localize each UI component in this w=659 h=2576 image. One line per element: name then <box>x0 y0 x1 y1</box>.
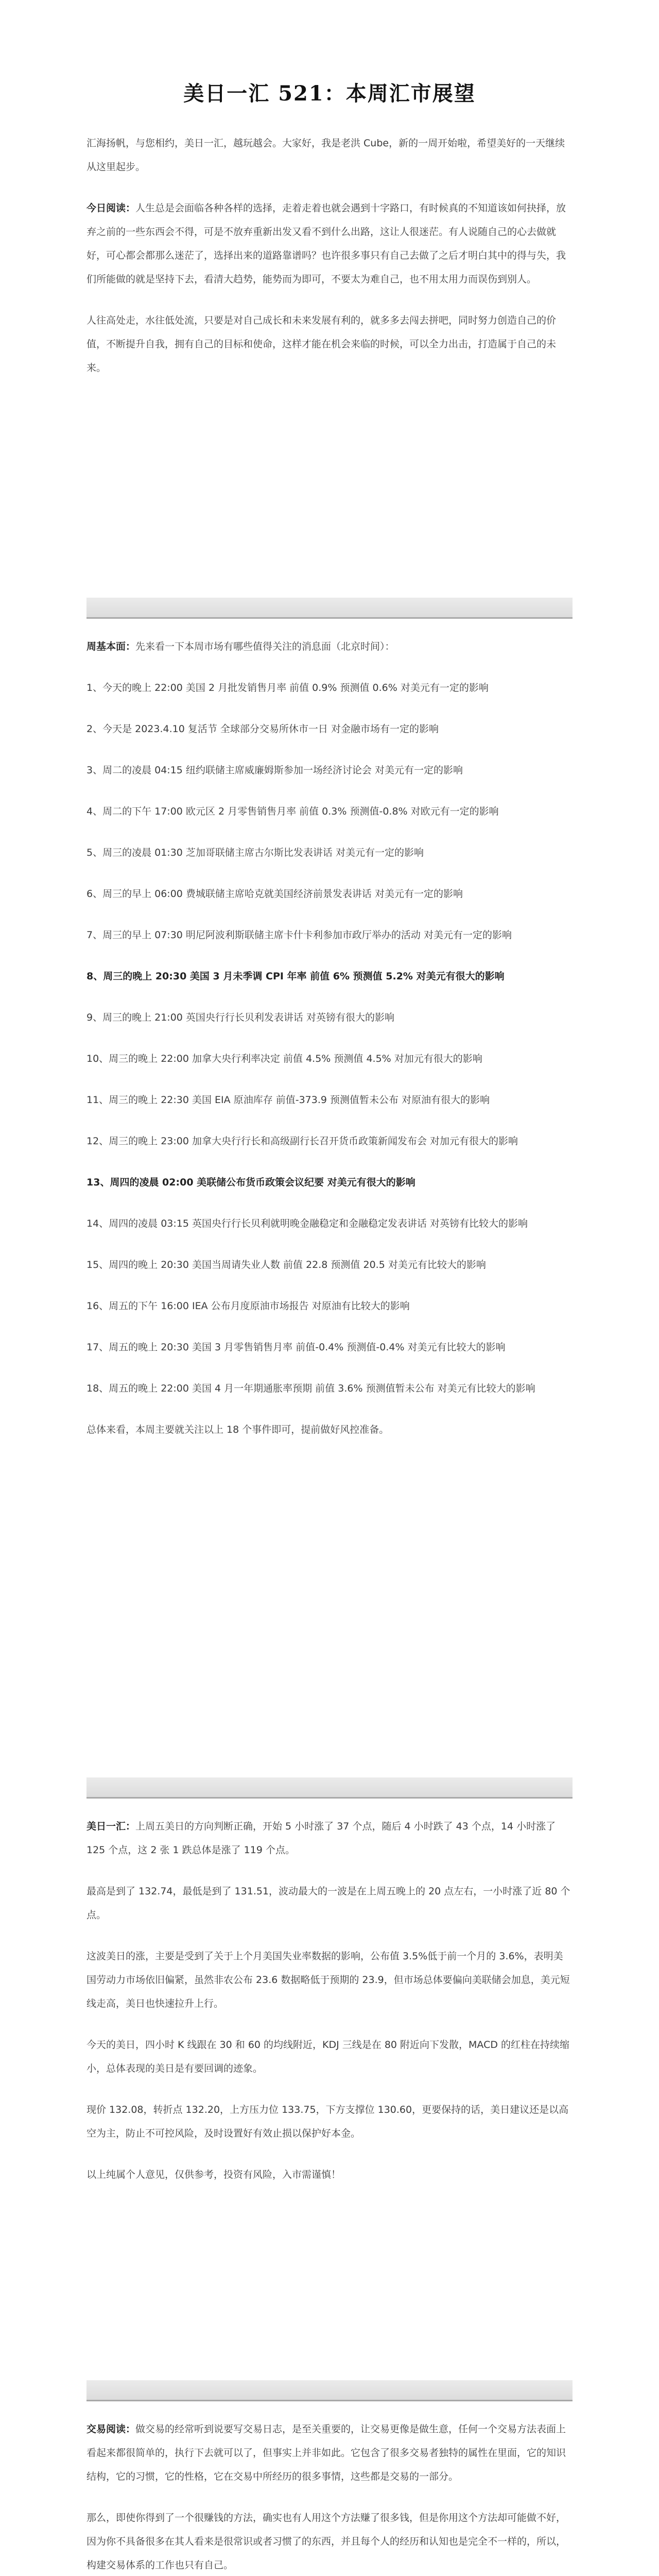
reading-label: 今日阅读： <box>86 202 136 214</box>
calendar-intro <box>86 635 573 658</box>
event-item: 4、周二的下午 17:00 欧元区 2 月零售销售月率 前值 0.3% 预测值-0.8% 对欧元有一定的影响 <box>86 806 499 817</box>
event-item: 15、周四的晚上 20:30 美国当周请失业人数 前值 22.8 预测值 20.5 对美元有比较大的影响 <box>86 1259 486 1270</box>
section-divider-2 <box>86 1777 573 1799</box>
article-title: 美日一汇 521：本周汇市展望 <box>183 81 476 106</box>
event-item: 12、周三的晚上 23:00 加拿大央行行长和高级副行长召开货币政策新闻发布会 对加元有很大的影响 <box>86 1136 518 1147</box>
event-item: 10、周三的晚上 22:00 加拿大央行利率决定 前值 4.5% 预测值 4.5% 对加元有很大的影响 <box>86 1053 482 1064</box>
event-item: 16、周五的下午 16:00 IEA 公布月度原油市场报告 对原油有比较大的影响 <box>86 1300 410 1312</box>
event-item: 3、周二的凌晨 04:15 纽约联储主席威廉姆斯参加一场经济讨论会 对美元有一定的影响 <box>86 765 463 776</box>
reading-paragraph-2: 人往高处走，水往低处流，只要是对自己成长和未来发展有利的，就多多去闯去拼吧，同时努力创造自己的价值，不断提升自我，拥有自己的目标和使命，这样才能在机会来临的时候，可以全力出击，打造属于自己的未来。 <box>86 315 557 374</box>
usdjpy-p1 <box>86 1815 573 1862</box>
trading-p2: 那么，即使你得到了一个很赚钱的方法，确实也有人用这个方法赚了很多钱，但是你用这个方法却可能做不好，因为你不具备很多在其人看来是很常识或者习惯了的东西，并且每个人的经历和认知也是完全不一样的，所以，构建交易体系的工作也只有自己。 <box>86 2512 566 2571</box>
calendar-outro: 总体来看，本周主要就关注以上 18 个事件即可，提前做好风控准备。 <box>86 1424 389 1435</box>
event-item: 1、今天的晚上 22:00 美国 2 月批发销售月率 前值 0.9% 预测值 0.6% 对美元有一定的影响 <box>86 682 489 693</box>
intro-paragraph: 汇海扬帆，与您相约，美日一汇，越玩越会。大家好，我是老洪 Cube，新的一周开始啦，希望美好的一天继续从这里起步。 <box>86 138 565 173</box>
trading-label: 交易阅读： <box>86 2424 136 2435</box>
event-item: 5、周三的凌晨 01:30 芝加哥联储主席古尔斯比发表讲话 对美元有一定的影响 <box>86 847 424 858</box>
calendar-label: 周基本面： <box>86 641 136 652</box>
event-item: 9、周三的晚上 21:00 英国央行行长贝利发表讲话 对英镑有很大的影响 <box>86 1012 394 1023</box>
event-item: 14、周四的凌晨 03:15 英国央行行长贝利就明晚金融稳定和金融稳定发表讲话 对英镑有比较大的影响 <box>86 1218 528 1229</box>
usdjpy-p2: 最高是到了 132.74，最低是到了 131.51，波动最大的一波是在上周五晚上的 20 点左右，一小时涨了近 80 个点。 <box>86 1886 570 1921</box>
event-item: 13、周四的凌晨 02:00 美联储公布货币政策会议纪要 对美元有很大的影响 <box>86 1177 415 1188</box>
event-item: 8、周三的晚上 20:30 美国 3 月未季调 CPI 年率 前值 6% 预测值 5.2% 对美元有很大的影响 <box>86 971 505 982</box>
usdjpy-p5: 现价 132.08，转折点 132.20，上方压力位 133.75，下方支撑位 130.60，更要保持的话，美日建议还是以高空为主，防止不可控风险，及时设置好有效止损以保护好本金。 <box>86 2104 569 2139</box>
usdjpy-p3: 这波美日的涨，主要是受到了关于上个月美国失业率数据的影响，公布值 3.5%低于前一个月的 3.6%，表明美国劳动力市场依旧偏紧，虽然非农公布 23.6 数据略低于预期的 23.9，但市场总体要偏向美联储会加息，美元短线走高，美日也快速拉升上行。 <box>86 1951 570 2009</box>
reading-paragraph <box>86 196 573 291</box>
usdjpy-section <box>86 1815 573 2187</box>
event-list <box>86 676 573 1400</box>
trading-p1-text: 做交易的经常听到说要写交易日志，是至关重要的，让交易更像是做生意，任何一个交易方法表面上看起来都很简单的，执行下去就可以了，但事实上并非如此。它包含了很多交易者独特的属性在里面，它的知识结构，它的习惯，它的性格，它在交易中所经历的很多事情，这些都是交易的一部分。 <box>86 2424 566 2482</box>
event-item: 18、周五的晚上 22:00 美国 4 月一年期通胀率预期 前值 3.6% 预测值暂未公布 对美元有比较大的影响 <box>86 1383 535 1394</box>
calendar-section <box>86 635 573 1459</box>
intro-section <box>86 131 573 380</box>
reading-text: 人生总是会面临各种各样的选择，走着走着也就会遇到十字路口，有时候真的不知道该如何抉择，放弃之前的一些东西会不得，可是不放弃重新出发又看不到什么出路，这让人很迷茫。有人说随自己的心去做就好，可心都会都那么迷茫了，选择出来的道路靠谱吗？也许很多事只有自己去做了之后才明白其中的得与失，我们所能做的就是坚持下去，看清大趋势，能势而为即可，不要太为难自己，也不用太用力而误伤到别人。 <box>86 202 566 285</box>
section-divider-1 <box>86 598 573 619</box>
section-divider-3 <box>86 2380 573 2401</box>
usdjpy-p6: 以上纯属个人意见，仅供参考，投资有风险，入市需谨慎！ <box>86 2169 341 2180</box>
event-item: 6、周三的早上 06:00 费城联储主席哈克就美国经济前景发表讲话 对美元有一定的影响 <box>86 888 463 900</box>
usdjpy-p4: 今天的美日，四小时 K 线跟在 30 和 60 的均线附近，KDJ 三线是在 80 附近向下发散，MACD 的红柱在持续缩小，总体表现的美日是有要回调的迹象。 <box>86 2039 570 2074</box>
trading-p1 <box>86 2417 573 2488</box>
event-item: 7、周三的早上 07:30 明尼阿波利斯联储主席卡什卡利参加市政厅举办的活动 对美元有一定的影响 <box>86 929 512 941</box>
usdjpy-p1-text: 上周五美日的方向判断正确，开始 5 小时涨了 37 个点，随后 4 小时跌了 43 个点，14 小时涨了 125 个点，这 2 张 1 跌总体是涨了 119 个点。 <box>86 1821 556 1856</box>
event-item: 2、今天是 2023.4.10 复活节 全球部分交易所休市一日 对金融市场有一定的影响 <box>86 723 439 735</box>
usdjpy-label: 美日一汇： <box>86 1821 136 1832</box>
event-item: 11、周三的晚上 22:30 美国 EIA 原油库存 前值-373.9 预测值暂未公布 对原油有很大的影响 <box>86 1094 490 1106</box>
calendar-intro-text: 先来看一下本周市场有哪些值得关注的消息面（北京时间）： <box>135 641 395 652</box>
trading-section <box>86 2417 573 2576</box>
event-item: 17、周五的晚上 20:30 美国 3 月零售销售月率 前值-0.4% 预测值-0.4% 对美元有比较大的影响 <box>86 1342 506 1353</box>
